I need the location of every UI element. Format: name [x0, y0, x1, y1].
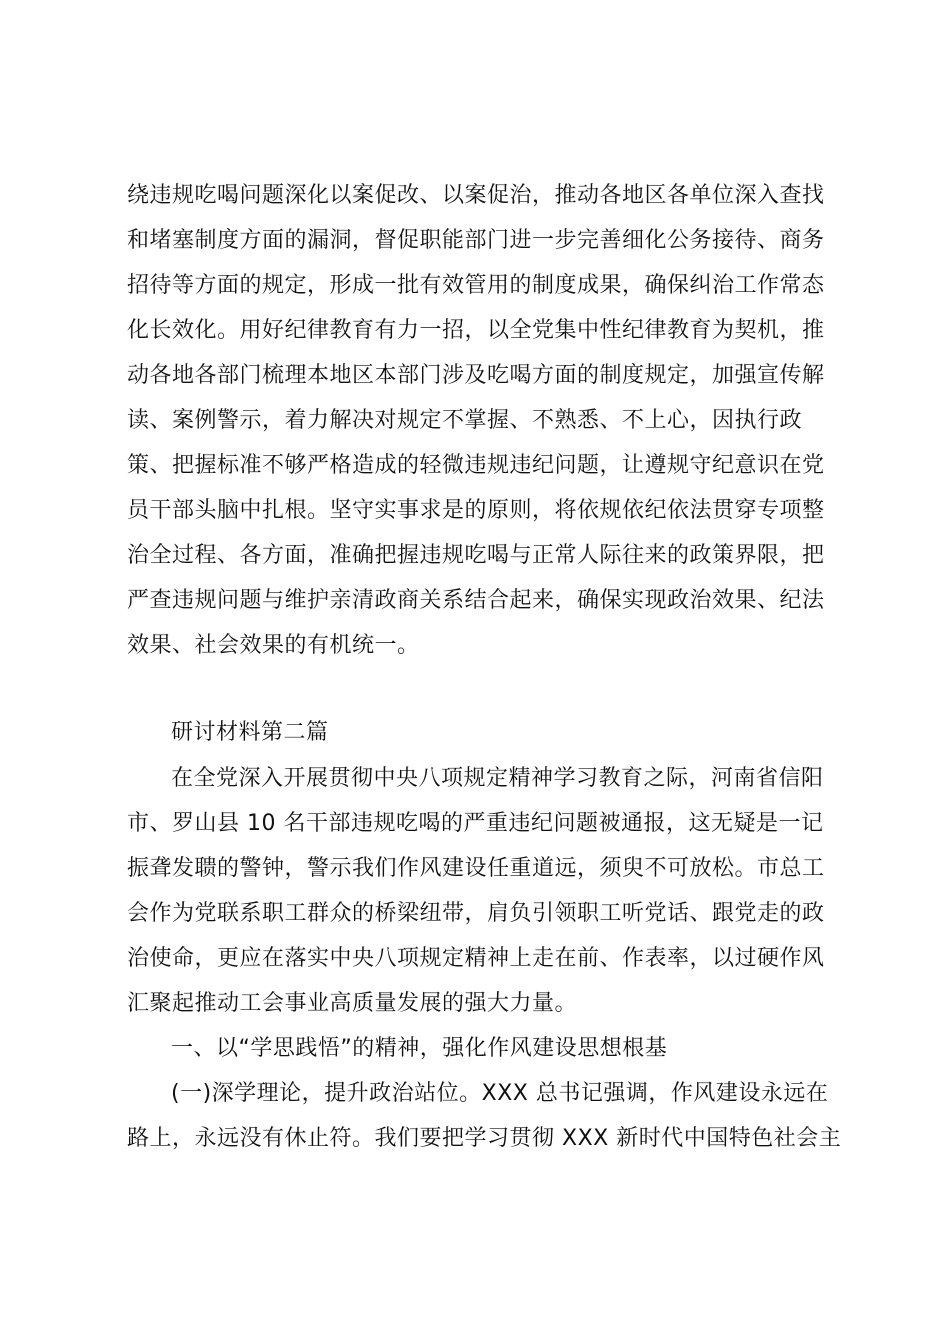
- body-line: 策、把握标准不够严格造成的轻微违规违纪问题，让遵规守纪意识在党: [127, 453, 825, 478]
- body-line: 和堵塞制度方面的漏洞，督促职能部门进一步完善细化公务接待、商务: [127, 228, 825, 253]
- body-line: 效果、社会效果的有机统一。: [127, 633, 420, 658]
- body-line: 化长效化。用好纪律教育有力一招，以全党集中性纪律教育为契机，推: [127, 318, 825, 343]
- body-line: 治全过程、各方面，准确把握违规吃喝与正常人际往来的政策界限，把: [127, 543, 825, 568]
- body-line: 严查违规问题与维护亲清政商关系结合起来，确保实现政治效果、纪法: [127, 588, 825, 613]
- body-line: 绕违规吃喝问题深化以案促改、以案促治，推动各地区各单位深入查找: [127, 183, 825, 208]
- body-line: (一)深学理论，提升政治站位。XXX 总书记强调，作风建设永远在: [171, 1081, 829, 1106]
- body-line: 路上，永远没有休止符。我们要把学习贯彻 XXX 新时代中国特色社会主: [127, 1126, 842, 1151]
- body-line: 在全党深入开展贯彻中央八项规定精神学习教育之际，河南省信阳: [171, 766, 824, 791]
- body-line: 治使命，更应在落实中央八项规定精神上走在前、作表率，以过硬作风: [127, 946, 825, 971]
- body-line: 汇聚起推动工会事业高质量发展的强大力量。: [127, 991, 578, 1016]
- body-line: 市、罗山县 10 名干部违规吃喝的严重违纪问题被通报，这无疑是一记: [127, 811, 824, 836]
- section-heading: 一、以“学思践悟”的精神，强化作风建设思想根基: [171, 1036, 668, 1061]
- body-line: 读、案例警示，着力解决对规定不掌握、不熟悉、不上心，因执行政: [127, 408, 803, 433]
- body-line: 振聋发聩的警钟，警示我们作风建设任重道远，须臾不可放松。市总工: [127, 856, 825, 881]
- body-line: 动各地各部门梳理本地区本部门涉及吃喝方面的制度规定，加强宣传解: [127, 363, 825, 388]
- body-line: 招待等方面的规定，形成一批有效管用的制度成果，确保纠治工作常态: [127, 273, 825, 298]
- body-line: 员干部头脑中扎根。坚守实事求是的原则，将依规依纪依法贯穿专项整: [127, 498, 825, 523]
- section-title: 研讨材料第二篇: [171, 720, 329, 745]
- body-line: 会作为党联系职工群众的桥梁纽带，肩负引领职工听党话、跟党走的政: [127, 901, 825, 926]
